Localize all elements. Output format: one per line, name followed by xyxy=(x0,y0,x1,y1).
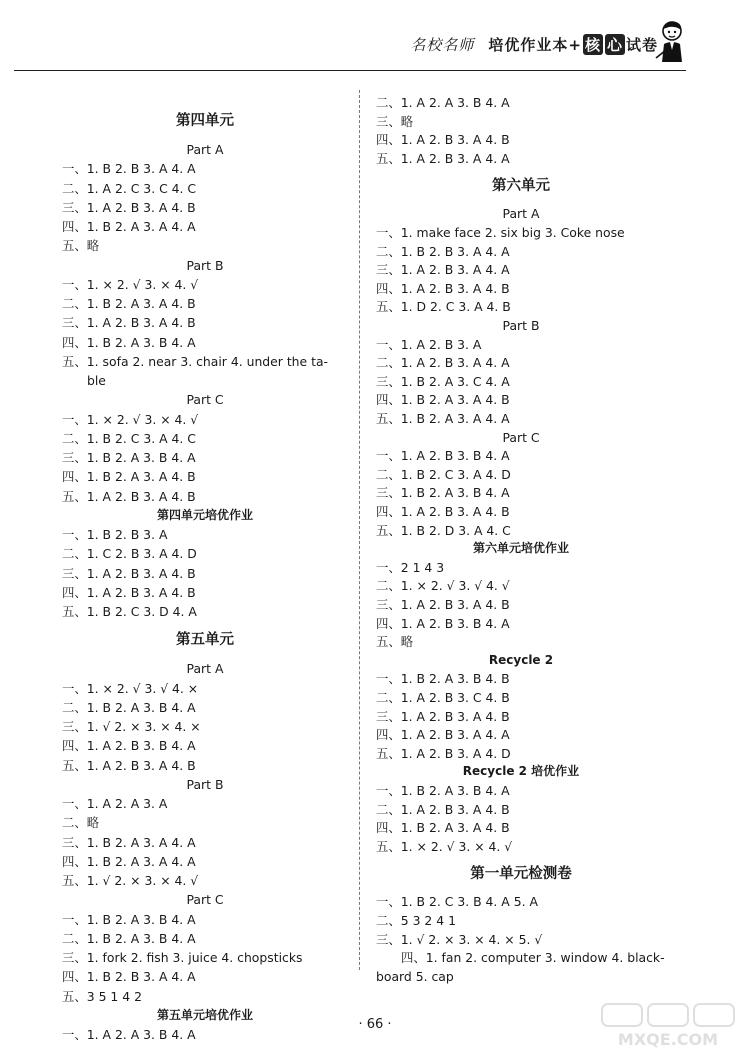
subsection-heading: Recycle 2 培优作业 xyxy=(462,764,580,779)
answer-line: 四、1. B 2. A 3. B 4. A xyxy=(62,334,196,350)
answer-line: 四、1. A 2. B 3. A 4. B xyxy=(376,132,510,148)
answer-line: 二、1. × 2. √ 3. √ 4. √ xyxy=(376,578,510,594)
answer-line: 一、1. B 2. A 3. B 4. A xyxy=(62,911,196,927)
answer-line: 四、1. A 2. B 3. B 4. A xyxy=(376,615,510,631)
answer-line: 五、1. sofa 2. near 3. chair 4. under the ta- xyxy=(62,353,329,369)
header-title xyxy=(410,34,658,55)
svg-text:MXQE.COM: MXQE.COM xyxy=(617,1030,719,1049)
answer-line: 三、1. √ 2. × 3. × 4. × xyxy=(62,719,201,734)
answer-line: 四、1. B 2. A 3. A 4. B xyxy=(376,392,510,408)
part-heading: Part B xyxy=(186,776,224,792)
answer-line: 三、1. fork 2. fish 3. juice 4. chopsticks xyxy=(62,950,303,965)
answer-line: 四、1. A 2. B 3. A 4. B xyxy=(62,584,196,600)
header-rule xyxy=(14,70,686,71)
answer-line: 五、略 xyxy=(376,634,414,650)
section-heading: 第一单元检测卷 xyxy=(470,866,572,883)
answer-line: 一、2 1 4 3 xyxy=(376,559,445,575)
answer-line: 一、1. × 2. √ 3. √ 4. × xyxy=(62,680,199,696)
header-title-part1: 培优作业本+ xyxy=(488,36,582,54)
answer-line: 四、1. B 2. A 3. A 4. A xyxy=(62,219,196,234)
answer-line: 一、1. A 2. B 3. B 4. A xyxy=(376,448,510,464)
answer-line: 二、1. C 2. B 3. A 4. D xyxy=(62,546,197,562)
answer-line: 二、1. B 2. B 3. A 4. A xyxy=(376,243,510,259)
answer-line: 四、1. fan 2. computer 3. window 4. black- xyxy=(401,950,665,966)
page-header xyxy=(0,18,750,68)
answer-line: 二、1. A 2. B 3. C 4. B xyxy=(376,690,510,705)
answer-line: 四、1. B 2. A 3. A 4. B xyxy=(62,469,196,485)
page-number: · 66 · xyxy=(358,1017,392,1032)
answer-line: 三、1. B 2. A 3. B 4. A xyxy=(376,485,510,501)
answer-line: 一、1. B 2. A 3. B 4. A xyxy=(376,783,510,798)
answer-line: 二、1. A 2. A 3. B 4. A xyxy=(376,95,510,110)
answer-line: 一、1. × 2. √ 3. × 4. √ xyxy=(62,276,199,292)
answer-line: 一、1. A 2. A 3. A xyxy=(62,796,168,811)
subsection-heading: Recycle 2 xyxy=(488,652,554,667)
answer-line: 四、1. B 2. B 3. A 4. A xyxy=(62,969,196,985)
subsection-heading: 第六单元培优作业 xyxy=(472,541,569,556)
header-mark-1: 核 xyxy=(584,36,601,54)
answer-line: 二、略 xyxy=(62,815,100,831)
answer-line: 五、1. B 2. D 3. A 4. C xyxy=(376,522,511,538)
section-heading: 第四单元 xyxy=(176,113,234,129)
answer-line: 四、1. A 2. B 3. A 4. B xyxy=(376,280,510,296)
answer-line: 一、1. B 2. B 3. A xyxy=(62,527,168,542)
answer-line: 五、1. √ 2. × 3. × 4. √ xyxy=(62,873,199,888)
section-heading: 第五单元 xyxy=(176,632,234,649)
section-heading: 第六单元 xyxy=(492,178,550,195)
answer-line: 三、1. A 2. B 3. A 4. A xyxy=(376,262,510,278)
subsection-heading: 第四单元培优作业 xyxy=(156,507,253,522)
answer-line: 五、1. × 2. √ 3. × 4. √ xyxy=(376,838,513,854)
part-heading: Part C xyxy=(186,392,224,408)
answer-line: 三、1. √ 2. × 3. × 4. × 5. √ xyxy=(376,931,543,947)
answer-line: 四、1. A 2. B 3. A 4. B xyxy=(376,504,510,519)
header-title-part2: 试卷 xyxy=(625,36,658,54)
part-heading: Part B xyxy=(502,318,540,333)
answer-line: 三、1. B 2. A 3. A 4. A xyxy=(62,834,196,850)
part-heading: Part A xyxy=(186,142,224,157)
answer-line: 二、1. A 2. B 3. A 4. A xyxy=(376,355,510,371)
answer-line: 一、1. B 2. C 3. B 4. A 5. A xyxy=(376,894,538,910)
answer-line: ble xyxy=(87,373,106,388)
answer-line: 一、1. × 2. √ 3. × 4. √ xyxy=(62,411,199,427)
part-heading: Part C xyxy=(502,429,540,445)
answer-line: 三、1. B 2. A 3. B 4. A xyxy=(62,450,196,465)
answer-line: 四、1. B 2. A 3. A 4. B xyxy=(376,820,510,836)
answer-line: 三、1. A 2. B 3. A 4. B xyxy=(62,315,196,331)
answer-line: 三、略 xyxy=(376,113,414,129)
answer-line: 二、1. A 2. B 3. A 4. B xyxy=(376,801,510,817)
answer-line: 二、1. B 2. C 3. A 4. D xyxy=(376,466,511,482)
part-heading: Part A xyxy=(186,661,224,677)
answer-line: 五、1. B 2. A 3. A 4. A xyxy=(376,411,510,426)
answer-line: 四、1. A 2. B 3. B 4. A xyxy=(62,738,196,754)
answer-line: 三、1. A 2. B 3. A 4. B xyxy=(62,565,196,581)
answer-line: 二、1. B 2. C 3. A 4. C xyxy=(62,430,196,446)
answer-line: 一、1. A 2. A 3. B 4. A xyxy=(62,1027,196,1042)
part-heading: Part B xyxy=(186,257,224,273)
answer-line: 五、3 5 1 4 2 xyxy=(62,988,142,1004)
subsection-heading: 第五单元培优作业 xyxy=(156,1007,253,1022)
answer-line: 四、1. B 2. A 3. A 4. A xyxy=(62,853,196,869)
answer-line: 五、1. A 2. B 3. A 4. B xyxy=(62,488,196,504)
answer-line: 三、1. A 2. B 3. A 4. B xyxy=(376,708,510,724)
header-mark-2: 心 xyxy=(606,36,623,54)
answer-line: 五、1. A 2. B 3. A 4. A xyxy=(376,150,510,166)
header-brand: 名校名师 xyxy=(410,36,475,54)
part-heading: Part C xyxy=(186,892,224,908)
column-divider xyxy=(359,90,360,970)
watermark-logo xyxy=(598,1000,738,1050)
answer-line: 三、1. B 2. A 3. C 4. A xyxy=(376,373,510,389)
answer-line: board 5. cap xyxy=(376,968,454,984)
answer-line: 五、1. A 2. B 3. A 4. B xyxy=(62,757,196,773)
answer-line: 二、1. B 2. A 3. B 4. A xyxy=(62,699,196,715)
answer-line: 五、略 xyxy=(62,238,100,254)
answer-line: 一、1. B 2. B 3. A 4. A xyxy=(62,161,196,177)
answer-line: 五、1. D 2. C 3. A 4. B xyxy=(376,299,511,315)
teacher-cartoon-icon xyxy=(654,18,688,64)
answer-line: 二、5 3 2 4 1 xyxy=(376,913,456,928)
answer-line: 二、1. B 2. A 3. B 4. A xyxy=(62,930,196,946)
answer-line: 五、1. B 2. C 3. D 4. A xyxy=(62,604,197,619)
answer-line: 一、1. B 2. A 3. B 4. B xyxy=(376,671,510,687)
part-heading: Part A xyxy=(502,206,540,222)
answer-line: 三、1. A 2. B 3. A 4. B xyxy=(376,597,510,612)
answer-line: 五、1. A 2. B 3. A 4. D xyxy=(376,745,511,761)
answer-line: 四、1. A 2. B 3. A 4. A xyxy=(376,727,510,743)
answer-line: 一、1. A 2. B 3. A xyxy=(376,336,482,352)
answer-line: 一、1. make face 2. six big 3. Coke nose xyxy=(376,225,625,240)
answer-line: 二、1. B 2. A 3. A 4. B xyxy=(62,296,196,311)
answer-line: 三、1. A 2. B 3. A 4. B xyxy=(62,199,196,215)
answer-line: 二、1. A 2. C 3. C 4. C xyxy=(62,180,197,196)
